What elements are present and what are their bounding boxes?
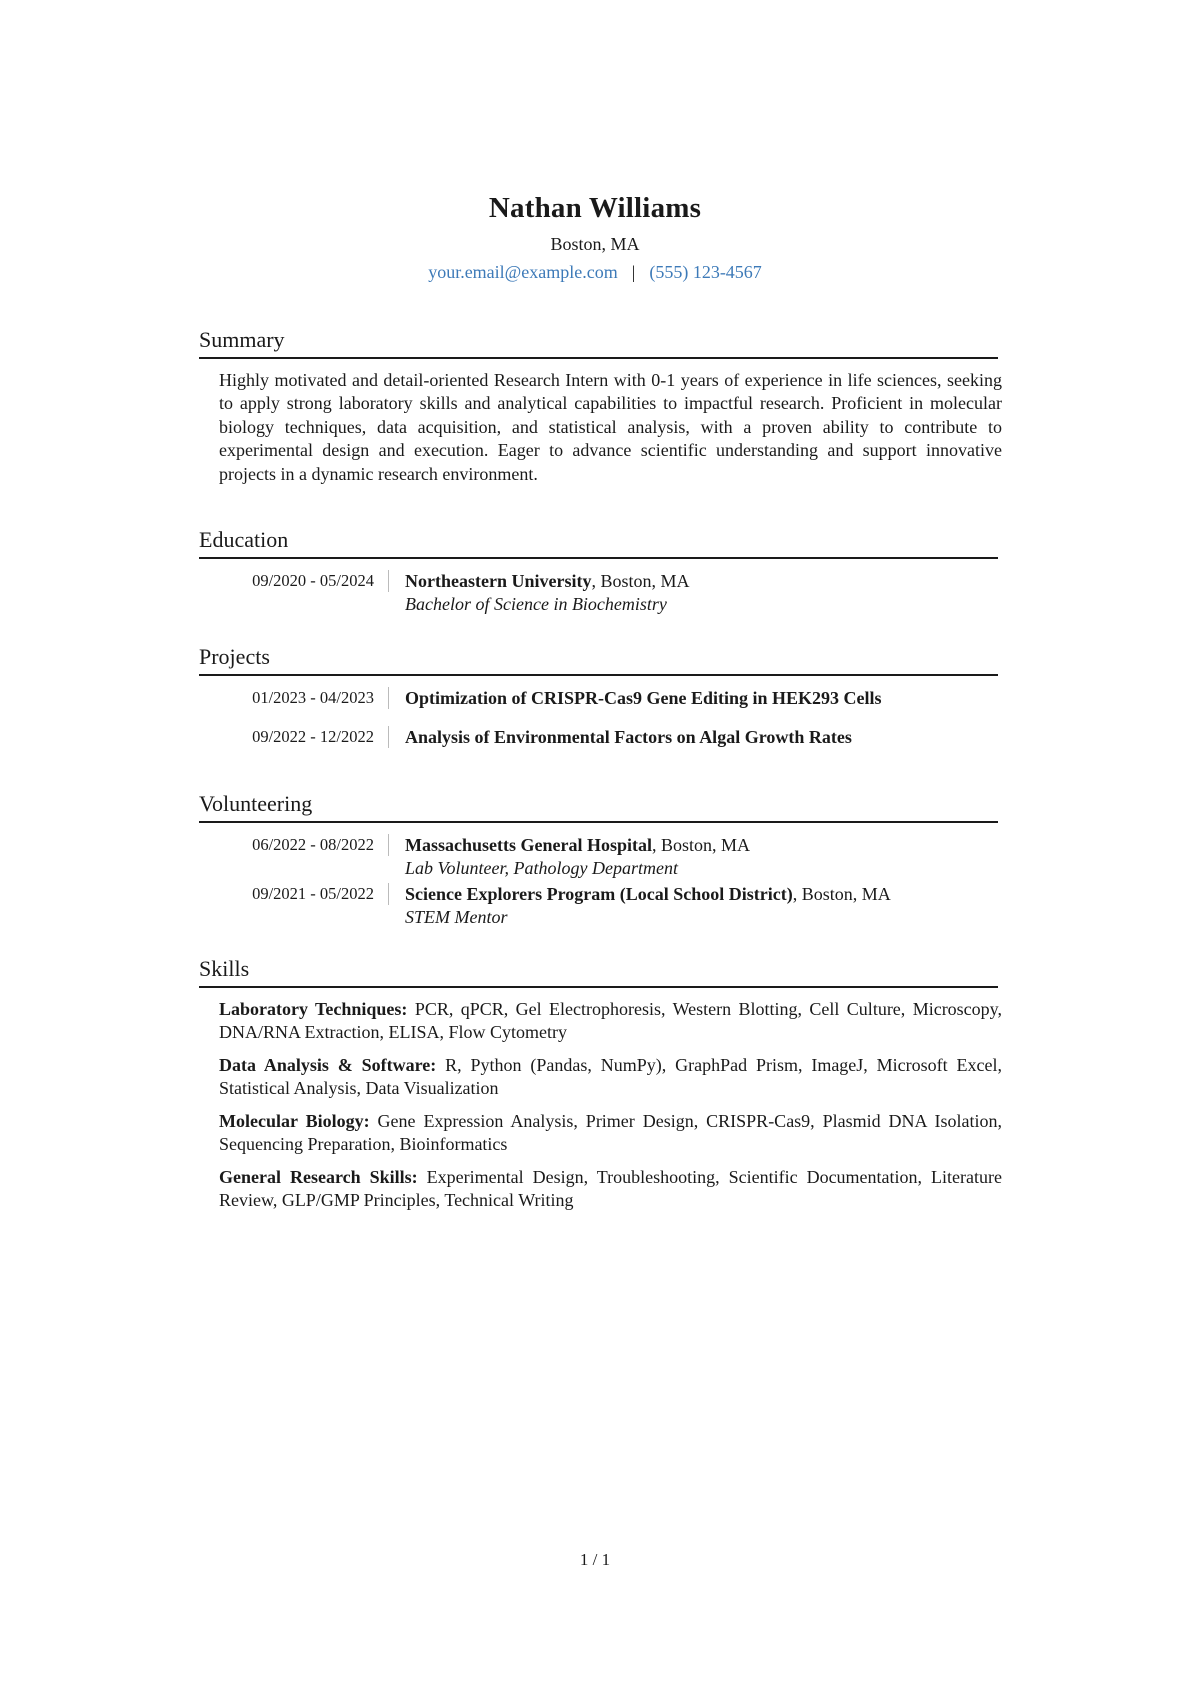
email-link[interactable]: your.email@example.com	[428, 262, 618, 282]
skill-list: Gene Expression Analysis, Primer Design, CRISPR-Cas9, Plasmid DNA Isolation, Sequencing Preparation, Bioinformatics	[219, 1111, 1002, 1154]
project-name: Analysis of Environmental Factors on Algal Growth Rates	[405, 727, 852, 747]
section-title-volunteering: Volunteering	[199, 790, 998, 823]
contact-line	[0, 260, 1190, 284]
candidate-location: Boston, MA	[550, 234, 640, 254]
entry-role: STEM Mentor	[405, 907, 508, 927]
skill-label: Molecular Biology:	[219, 1111, 370, 1131]
skill-list: PCR, qPCR, Gel Electrophoresis, Western Blotting, Cell Culture, Microscopy, DNA/RNA Extraction, ELISA, Flow Cytometry	[219, 999, 1003, 1042]
project-name: Optimization of CRISPR-Cas9 Gene Editing in HEK293 Cells	[405, 688, 882, 708]
entry-location: , Boston, MA	[591, 571, 690, 591]
skill-list: Experimental Design, Troubleshooting, Scientific Documentation, Literature Review, GLP/GMP Principles, Technical Writing	[219, 1167, 1002, 1210]
volunteering-section	[199, 790, 998, 929]
section-title-projects: Projects	[199, 643, 998, 676]
projects-section	[199, 643, 998, 749]
entry-dates: 09/2020 - 05/2024	[219, 570, 389, 592]
education-entry	[219, 570, 998, 616]
section-title-skills: Skills	[199, 955, 998, 988]
section-title-summary: Summary	[199, 326, 998, 359]
entry-role: Bachelor of Science in Biochemistry	[405, 594, 667, 614]
skill-label: Laboratory Techniques:	[219, 999, 408, 1019]
education-section	[199, 526, 998, 616]
project-entry	[219, 687, 998, 710]
entry-dates: 09/2021 - 05/2022	[219, 883, 389, 905]
phone-link[interactable]: (555) 123-4567	[649, 262, 762, 282]
skill-group	[219, 998, 1002, 1044]
skills-section	[199, 955, 1003, 1212]
entry-dates: 01/2023 - 04/2023	[219, 687, 389, 709]
skill-label: Data Analysis & Software:	[219, 1055, 437, 1075]
skill-label: General Research Skills:	[219, 1167, 418, 1187]
project-entry	[219, 726, 998, 749]
entry-location: , Boston, MA	[792, 884, 891, 904]
entry-organization: Northeastern University	[405, 571, 592, 591]
page-number: 1 / 1	[579, 1550, 611, 1569]
skill-list: R, Python (Pandas, NumPy), GraphPad Prism, ImageJ, Microsoft Excel, Statistical Analysis, Data Visualization	[219, 1055, 1002, 1098]
entry-dates: 09/2022 - 12/2022	[219, 726, 389, 748]
entry-dates: 06/2022 - 08/2022	[219, 834, 389, 856]
volunteering-entry	[219, 883, 998, 929]
entry-role: Lab Volunteer, Pathology Department	[405, 858, 678, 878]
skill-group	[219, 1054, 1002, 1100]
contact-separator: |	[631, 262, 636, 282]
skill-group	[219, 1166, 1002, 1212]
summary-text: Highly motivated and detail-oriented Research Intern with 0-1 years of experience in life sciences, seeking to apply strong laboratory skills and analytical capabilities to impactful research. Proficient in molecular biology techniques, data acquisition, and statistical analysis, with a proven ability to contribute to experimental design and execution. Eager to advance scientific understanding and support innovative projects in a dynamic research environment.	[219, 370, 1002, 484]
candidate-name: Nathan Williams	[488, 192, 702, 224]
entry-location: , Boston, MA	[652, 835, 751, 855]
resume-header	[0, 190, 1190, 284]
entry-organization: Science Explorers Program (Local School District)	[405, 884, 793, 904]
skill-group	[219, 1110, 1002, 1156]
entry-organization: Massachusetts General Hospital	[405, 835, 652, 855]
summary-section	[199, 326, 1002, 486]
section-title-education: Education	[199, 526, 998, 559]
volunteering-entry	[219, 834, 998, 880]
